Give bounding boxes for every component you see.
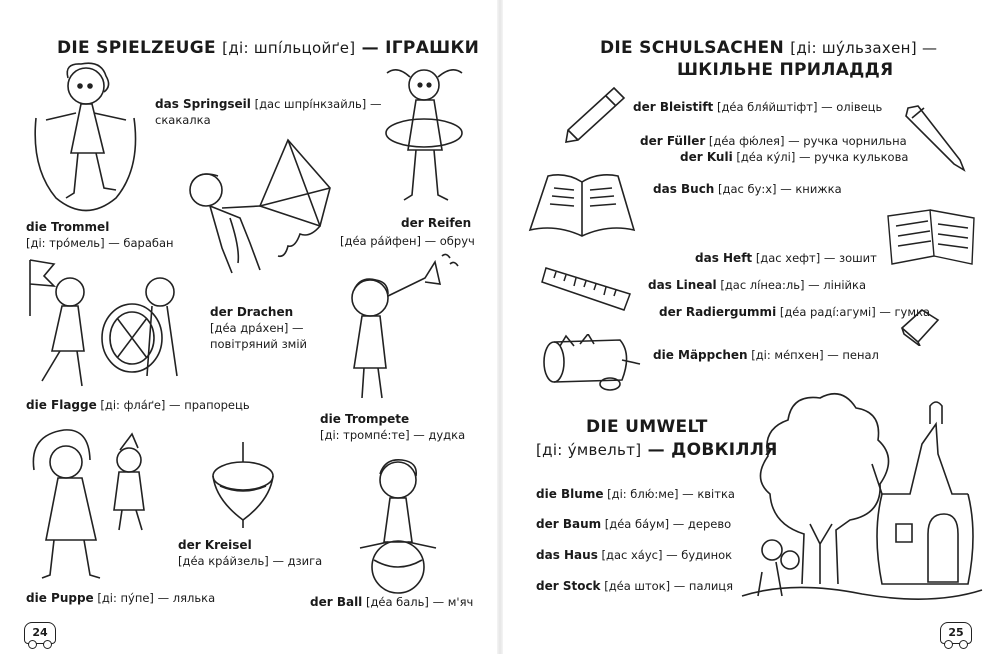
word-tr: [ді: пу́пе] — лялька <box>97 591 216 605</box>
page-number-right: 25 <box>940 622 972 644</box>
title-ua: ІГРАШКИ <box>385 38 480 58</box>
word-tr: [дас шпрі́нкзайль] — <box>254 97 382 111</box>
page-title-school-ua: ШКІЛЬНЕ ПРИЛАДДЯ <box>677 60 894 80</box>
label-springseil <box>155 96 381 128</box>
word-ua: скакалка <box>155 113 211 127</box>
tree-and-house-icon <box>732 384 992 614</box>
label-bleistift <box>633 99 882 115</box>
kids-drum-flag-icon <box>22 256 192 396</box>
label-haus <box>536 547 732 563</box>
right-page <box>500 0 1000 654</box>
title-transcription: [ді: у́мвельт] <box>536 441 642 459</box>
word-de: die Mäppchen <box>653 348 748 362</box>
label-drachen <box>210 304 307 352</box>
title-dash: — <box>647 440 665 460</box>
word-ua: повітряний змій <box>210 337 308 351</box>
page-title-umwelt: DIE UMWELT <box>586 417 708 437</box>
label-trommel <box>26 219 174 251</box>
word-de: die Puppe <box>26 591 94 605</box>
title-de: DIE SPIELZEUGE <box>57 38 216 58</box>
title-dash: — <box>361 38 379 58</box>
label-maeppchen <box>653 347 879 363</box>
label-trompete <box>320 411 465 443</box>
label-baum <box>536 516 731 532</box>
boy-trumpet-icon <box>340 248 470 408</box>
word-tr: [дас ха́ус] — будинок <box>601 548 733 562</box>
word-tr: [де́а ба́ум] — дерево <box>604 517 732 531</box>
word-tr: [ді: тромпе́:те] — дудка <box>320 428 466 442</box>
label-stock <box>536 578 733 594</box>
label-fueller <box>640 133 907 149</box>
label-flagge <box>26 397 250 413</box>
word-de: der Ball <box>310 595 363 609</box>
word-de: die Trompete <box>320 412 410 426</box>
word-tr: [де́а ра́йфен] — обруч <box>340 234 475 248</box>
word-de: das Heft <box>695 251 753 265</box>
word-tr: [ді: блю́:ме] — квітка <box>607 487 735 501</box>
spinning-top-icon <box>208 440 278 530</box>
word-tr: [де́а раді́:агумі] — гумка <box>779 305 931 319</box>
notebook-icon <box>884 206 980 268</box>
word-de: der Reifen <box>401 216 472 230</box>
word-de: die Blume <box>536 487 604 501</box>
boy-with-kite-icon <box>170 138 335 278</box>
page-title-school <box>600 38 937 58</box>
word-de: der Baum <box>536 517 602 531</box>
word-de: der Kuli <box>680 150 733 164</box>
girl-with-doll-icon <box>24 420 174 585</box>
word-tr: [де́а шток] — палиця <box>604 579 734 593</box>
word-de: der Stock <box>536 579 601 593</box>
word-tr: [де́а ку́лі] — ручка кулькова <box>736 150 909 164</box>
label-puppe <box>26 590 215 606</box>
word-tr: [ді: фла́ґе] — прапорець <box>100 398 250 412</box>
label-reifen <box>401 215 471 231</box>
title-transcription: [ді: шу́льзахен] — <box>790 39 938 57</box>
word-tr: [де́а кра́йзель] — дзига <box>178 554 323 568</box>
eraser-icon <box>898 306 942 346</box>
title-ua: ДОВКІЛЛЯ <box>671 440 778 460</box>
pen-icon <box>902 104 968 174</box>
word-tr: [де́а фю́лея] — ручка чорнильна <box>708 134 907 148</box>
word-tr: [дас лі́неа:ль] — лінійка <box>720 278 867 292</box>
girl-jumping-rope-icon <box>26 58 146 223</box>
word-de: der Drachen <box>210 305 294 319</box>
word-tr: [ді: ме́пхен] — пенал <box>751 348 879 362</box>
label-blume <box>536 486 735 502</box>
label-reifen-tr <box>340 233 475 249</box>
word-de: das Haus <box>536 548 598 562</box>
word-de: die Flagge <box>26 398 97 412</box>
word-de: der Füller <box>640 134 706 148</box>
word-tr: [дас хефт] — зошит <box>755 251 877 265</box>
word-tr: [де́а дра́хен] — <box>210 321 304 335</box>
word-de: das Buch <box>653 182 715 196</box>
title-transcription: [ді: шпі́льцойґе] <box>222 39 356 57</box>
word-de: der Radiergummi <box>659 305 777 319</box>
label-kuli <box>680 149 908 165</box>
label-radiergummi <box>659 304 930 320</box>
word-tr: [де́а бля́йштіфт] — олівець <box>716 100 883 114</box>
word-de: der Bleistift <box>633 100 714 114</box>
word-de: das Springseil <box>155 97 251 111</box>
open-book-icon <box>526 170 638 242</box>
word-tr: [ді: тро́мель] — барабан <box>26 236 174 250</box>
word-de: die Trommel <box>26 220 110 234</box>
word-de: das Lineal <box>648 278 717 292</box>
page-number-left: 24 <box>24 622 56 644</box>
ruler-icon <box>540 264 632 314</box>
word-tr: [де́а баль] — м'яч <box>365 595 474 609</box>
label-buch <box>653 181 842 197</box>
word-de: der Kreisel <box>178 538 252 552</box>
label-ball <box>310 594 473 610</box>
word-tr: [дас бу:х] — книжка <box>718 182 842 196</box>
boy-with-ball-icon <box>340 452 450 602</box>
label-lineal <box>648 277 866 293</box>
title-de: DIE SCHULSACHEN <box>600 38 784 58</box>
girl-with-hoop-icon <box>382 55 467 215</box>
pencil-icon <box>562 84 628 144</box>
pencil-case-icon <box>540 334 644 396</box>
label-heft <box>695 250 877 266</box>
label-kreisel <box>178 537 322 569</box>
